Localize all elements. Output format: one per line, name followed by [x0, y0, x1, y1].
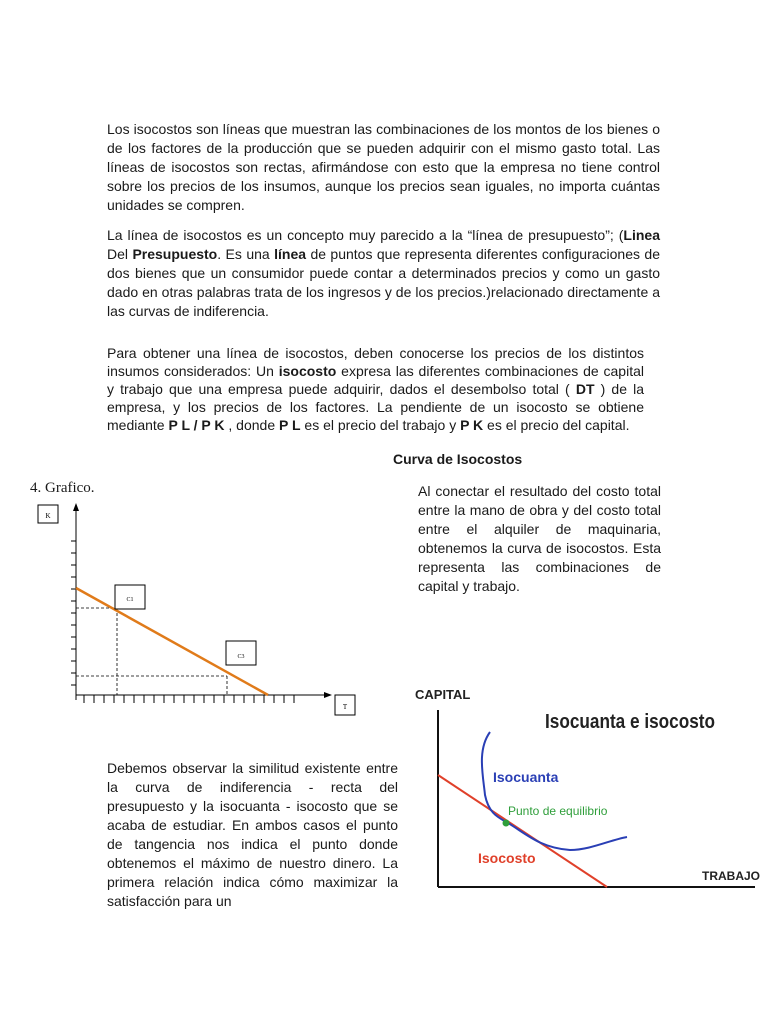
heading-curva-isocostos: Curva de Isocostos	[393, 451, 523, 467]
capital-axis-label: CAPITAL	[415, 687, 471, 702]
paragraph-conectar-resultado: Al conectar el resultado del costo total entre la mano de obra y del costo total entre el alquiler de maquinaria, obtenemos la curva de isocostos. Esta representa las combinaciones de capital y trabajo.	[418, 483, 661, 594]
isocuanta-label: Isocuanta	[493, 769, 559, 785]
trabajo-axis-label: TRABAJO	[702, 869, 761, 883]
y-axis-arrow	[73, 503, 79, 511]
isocost-figure	[30, 495, 370, 725]
x-axis-arrow	[324, 692, 332, 698]
t-axis-label: T	[342, 703, 348, 711]
paragraph-similitud: Debemos observar la similitud existente entre la curva de indiferencia - recta del presupuesto y la isocuanta - isocosto que se acaba de estudiar. En ambos casos el punto de tangencia nos indica el punto donde obtenemos el máximo de nuestro dinero. La primera relación indica cómo maximizar la satisfacción para un	[107, 760, 398, 909]
c3-label: C3	[237, 654, 245, 660]
heading-grafico: 4. Grafico.	[30, 480, 95, 496]
paragraph-linea-presupuesto: La línea de isocostos es un concepto muy parecido a la “línea de presupuesto”; (Linea Del Presupuesto. Es una línea de puntos que representa diferentes configuraciones de dos bienes que un consumidor puede contar a determinados precios y como un gasto dado en otras palabras trata de los ingresos y de los precios.)relacionado directamente a las curvas de indiferencia.	[107, 227, 660, 319]
isocuanta-curve	[482, 732, 627, 850]
isocosto-line	[438, 775, 607, 887]
c3-label-box	[226, 641, 256, 665]
isocuanta-isocosto-figure	[405, 680, 765, 895]
paragraph-obtener-isocosto: Para obtener una línea de isocostos, deben conocerse los precios de los distintos insumos considerados: Un isocosto expresa las diferentes combinaciones de capital y trabajo que una empresa puede adquirir, dados el desembolso total ( DT ) de la empresa, y los precios de los factores. La pendiente de un isocosto se obtiene mediante P L / P K , donde P L es el precio del trabajo y P K es el precio del capital.	[107, 345, 644, 433]
punto-equilibrio-label: Punto de equilibrio	[508, 804, 608, 818]
y-axis-ticks	[71, 541, 76, 685]
k-axis-label: K	[45, 512, 51, 520]
figure-title: Isocuanta e isocosto	[545, 711, 715, 733]
paragraph-isocostos-definition: Los isocostos son líneas que muestran las combinaciones de los montos de los bienes o de los factores de la producción que se pueden adquirir con el mismo gasto total. Las líneas de isocostos son rectas, afirmándose con esto que la empresa no tiene control sobre los precios de los insumos, aunque los precios sean iguales, no importa cuántas unidades se compren.	[107, 121, 660, 213]
punto-equilibrio-marker	[503, 820, 510, 827]
x-axis-ticks	[84, 695, 294, 703]
c1-label: C1	[126, 597, 134, 603]
isocosto-label: Isocosto	[478, 850, 536, 866]
